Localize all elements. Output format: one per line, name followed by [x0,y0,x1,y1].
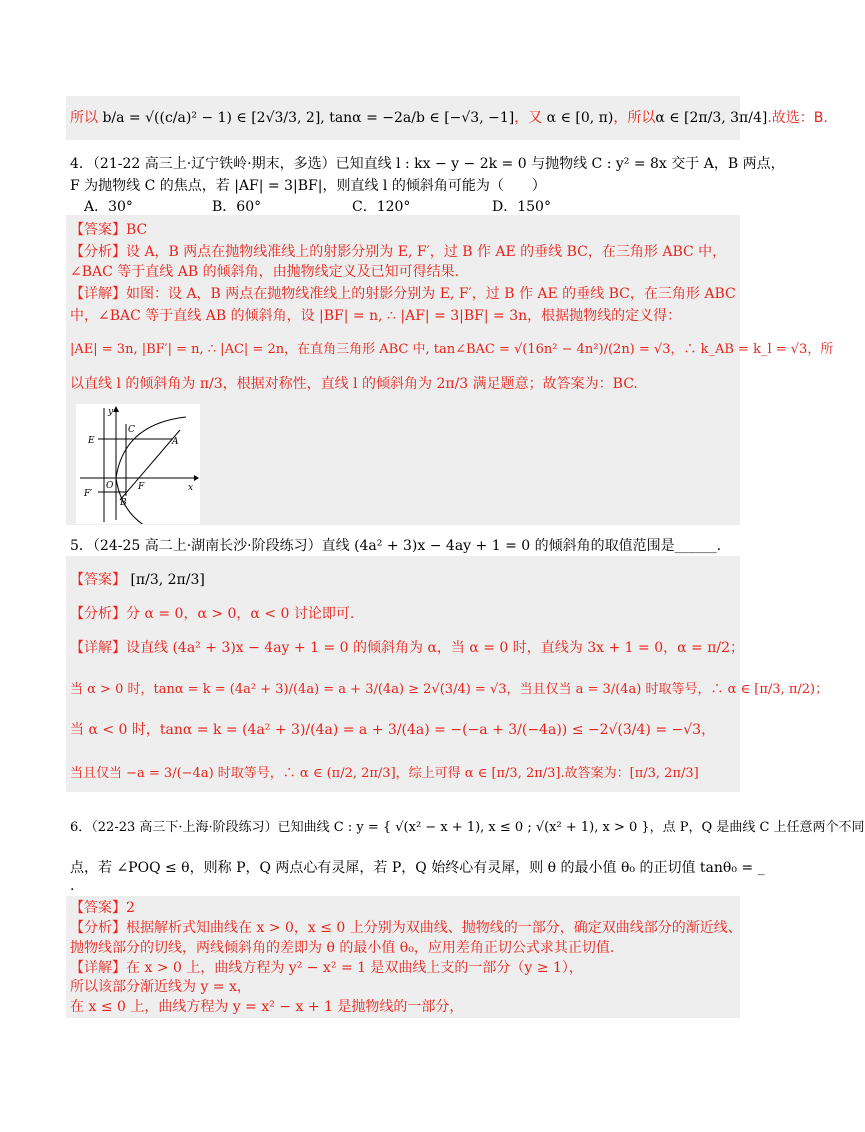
prev-ratio: b/a = √((c/a)² − 1) ∈ [2√3/3, 2] [102,110,321,126]
prev-tan: , tanα = −2a/b ∈ [−√3, −1] [320,110,515,126]
q4-answer: 【答案】BC [70,222,148,238]
q4-detail-line4: 以直线 l 的倾斜角为 π/3，根据对称性，直线 l 的倾斜角为 2π/3 满足题意；故答案为：BC. [70,376,638,392]
q4-detail-line2: 中，∠BAC 等于直线 AB 的倾斜角，设 |BF| = n, ∴ |AF| = 3|BF| = 3n，根据抛物线的定义得： [70,308,682,324]
q4-analysis-line2: ∠BAC 等于直线 AB 的倾斜角，由抛物线定义及已知可得结果. [70,264,460,280]
q5-detail-line4: 当且仅当 −a = 3/(−4a) 时取等号，∴ α ∈ (π/2, 2π/3]，综上可得 α ∈ [π/3, 2π/3].故答案为：[π/3, 2π/3] [70,766,699,781]
fig-label-o: O [106,481,114,491]
q5-detail-line1: 【详解】设直线 (4a² + 3)x − 4ay + 1 = 0 的倾斜角为 α，当 α = 0 时，直线为 3x + 1 = 0，α = π/2； [70,640,745,656]
q6-detail-line3: 在 x ≤ 0 上，曲线方程为 y = x² − x + 1 是抛物线的一部分， [70,999,464,1015]
q5-answer-label: 【答案】 [70,572,126,588]
fig-label-x: x [188,483,194,493]
fig-label-y: y [108,407,114,417]
q6-detail-line2: 所以该部分渐近线为 y = x， [70,979,251,995]
q6-stem-line2: 点，若 ∠POQ ≤ θ，则称 P，Q 两点心有灵犀，若 P，Q 始终心有灵犀，则 θ 的最小值 θ₀ 的正切值 tanθ₀ = _ [70,860,765,876]
q4-detail-line3: |AE| = 3n, |BF′| = n, ∴ |AC| = 2n，在直角三角形 ABC 中, tan∠BAC = √(16n² − 4n²)/(2n) = √3，∴ k_AB = k_l = √3，所 [70,342,834,357]
q4-analysis-line1: 【分析】设 A，B 两点在抛物线准线上的射影分别为 E, F′，过 B 作 AE 的垂线 BC，在三角形 ABC 中， [70,244,727,260]
q6-answer: 【答案】2 [70,900,135,916]
q5-stem: 5．（24-25 高二上·湖南长沙·阶段练习）直线 (4a² + 3)x − 4ay + 1 = 0 的倾斜角的取值范围是______. [70,538,722,554]
q6-detail-line1: 【详解】在 x > 0 上，曲线方程为 y² − x² = 1 是双曲线上支的一部分（y ≥ 1）， [70,960,583,976]
q4-option-c: C．120° [352,199,411,215]
q6-stem-line1: 6．（22-23 高三下·上海·阶段练习）已知曲线 C : y = { √(x² − x + 1), x ≤ 0 ; √(x² + 1), x > 0 }，点 P，Q 是曲线 C 上任意两个不同 [70,820,865,835]
q5-analysis: 【分析】分 α = 0，α > 0，α < 0 讨论即可. [70,606,355,622]
q6-stem-line3: . [70,878,75,894]
prev-also: ，又 [514,110,543,126]
q4-option-a: A．30° [84,199,133,215]
q4-option-d: D．150° [492,199,551,215]
q4-stem-line2: F 为抛物线 C 的焦点，若 |AF| = 3|BF|，则直线 l 的倾斜角可能为（ ） [70,178,546,194]
prev-so: ，所以 [613,110,656,126]
q4-parabola-figure [76,404,200,524]
fig-label-b: B [120,498,127,508]
prev-end: .故选：B. [767,110,828,126]
prev-alpha-range: α ∈ [0, π) [546,110,614,126]
q4-option-b: B．60° [212,199,262,215]
q5-answer-line [70,570,205,590]
fig-label-fprime: F′ [84,489,93,499]
prev-solution-line [70,108,828,128]
fig-label-c: C [128,425,135,435]
q5-answer-value: [π/3, 2π/3] [130,572,205,588]
q5-solution-block [66,556,740,792]
fig-label-e: E [88,436,95,446]
q5-detail-line2: 当 α > 0 时，tanα = k = (4a² + 3)/(4a) = a + 3/(4a) ≥ 2√(3/4) = √3，当且仅当 a = 3/(4a) 时取等号，∴ α ∈ [π/3, π/2)； [70,682,829,697]
q4-stem-line1: 4．（21-22 高三上·辽宁铁岭·期末，多选）已知直线 l : kx − y − 2k = 0 与抛物线 C : y² = 8x 交于 A，B 两点， [70,156,785,172]
fig-label-a: A [172,437,179,447]
fig-label-f: F [138,482,145,492]
q6-analysis-line1: 【分析】根据解析式知曲线在 x > 0，x ≤ 0 上分别为双曲线、抛物线的一部分，确定双曲线部分的渐近线、 [70,920,742,936]
prev-lead: 所以 [70,110,98,126]
prev-answer-range: α ∈ [2π/3, 3π/4] [655,110,768,126]
q4-detail-line1: 【详解】如图：设 A，B 两点在抛物线准线上的射影分别为 E, F′，过 B 作 AE 的垂线 BC，在三角形 ABC [70,286,736,302]
q6-analysis-line2: 抛物线部分的切线，两线倾斜角的差即为 θ 的最小值 θ₀，应用差角正切公式求其正切值. [70,940,615,956]
q5-detail-line3: 当 α < 0 时，tanα = k = (4a² + 3)/(4a) = a + 3/(4a) = −(−a + 3/(−4a)) ≤ −2√(3/4) = −√3， [70,722,716,738]
